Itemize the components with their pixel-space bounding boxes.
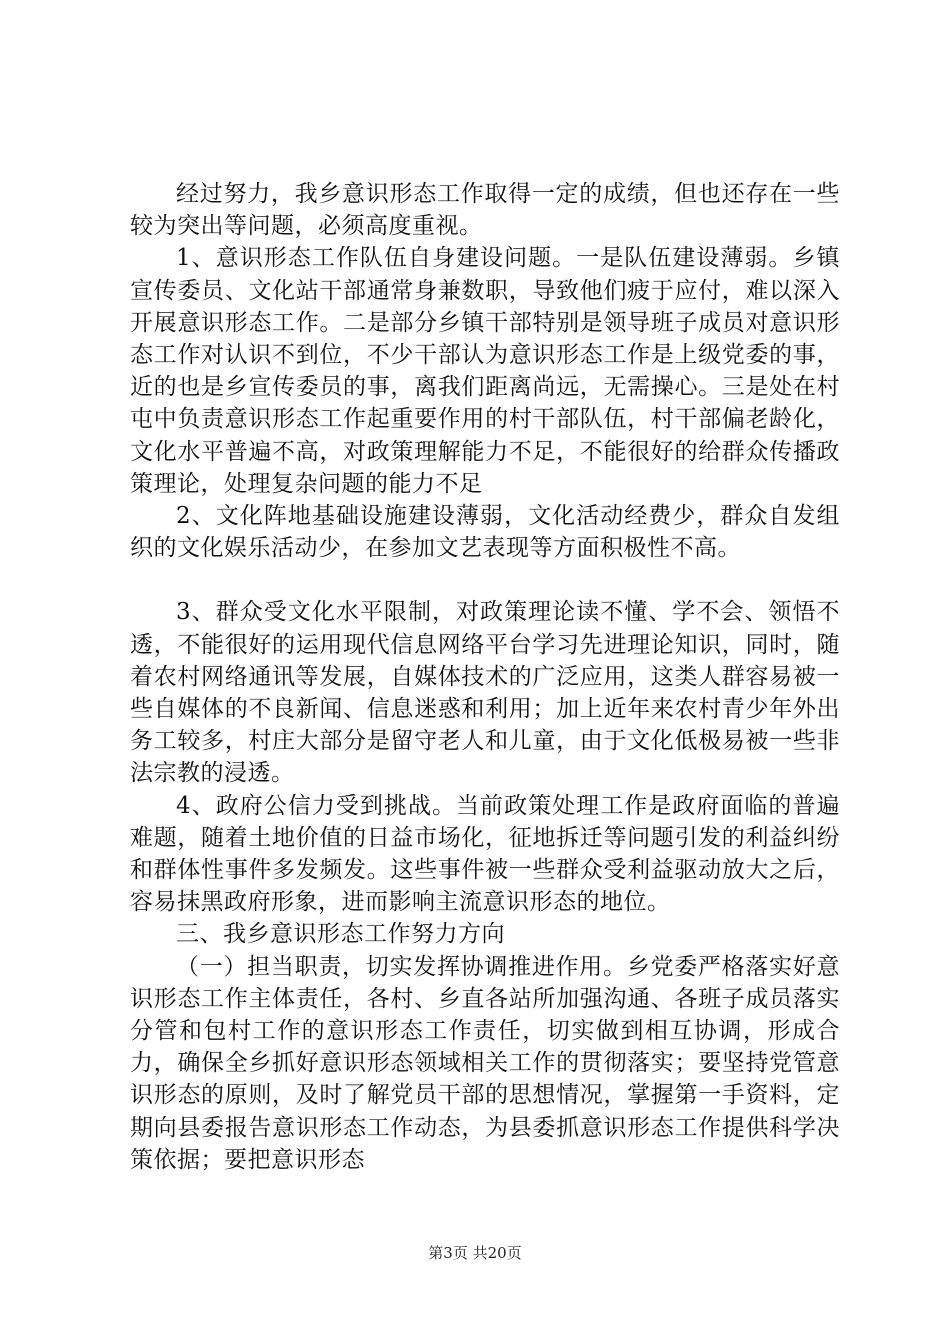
paragraph-item-3: 3、群众受文化水平限制，对政策理论读不懂、学不会、领悟不透，不能很好的运用现代信息网络平台学习先进理论知识，同时，随着农村网络通讯等发展，自媒体技术的广泛应用，这类人群容易被一些自媒体的不良新闻、信息迷惑和利用；加上近年来农村青少年外出务工较多，村庄大部分是留守老人和儿童，由于文化低极易被一些非法宗教的浸透。 <box>130 599 840 787</box>
section-heading: 三、我乡意识形态工作努力方向 <box>176 921 505 948</box>
page-footer: 第3页 共20页 <box>428 1244 522 1262</box>
paragraph-spacer <box>130 564 840 596</box>
paragraph-item-2: 2、文化阵地基础设施建设薄弱，文化活动经费少，群众自发组织的文化娱乐活动少，在参加文艺表现等方面积极性不高。 <box>130 503 840 562</box>
paragraph-item-4: 4、政府公信力受到挑战。当前政策处理工作是政府面临的普遍难题，随着土地价值的日益市场化，征地拆迁等问题引发的利益纠纷和群体性事件多发频发。这些事件被一些群众受利益驱动放大之后，容易抹黑政府形象，进而影响主流意识形态的地位。 <box>130 792 840 916</box>
paragraph-item-1: 1、意识形态工作队伍自身建设问题。一是队伍建设薄弱。乡镇宣传委员、文化站干部通常身兼数职，导致他们疲于应付，难以深入开展意识形态工作。二是部分乡镇干部特别是领导班子成员对意识形态工作对认识不到位，不少干部认为意识形态工作是上级党委的事，近的也是乡宣传委员的事，离我们距离尚远，无需操心。三是处在村屯中负责意识形态工作起重要作用的村干部队伍，村干部偏老龄化，文化水平普遍不高，对政策理解能力不足，不能很好的给群众传播政策理论，处理复杂问题的能力不足 <box>130 245 840 497</box>
document-body <box>130 178 840 1176</box>
paragraph-subsection-1: （一）担当职责，切实发挥协调推进作用。乡党委严格落实好意识形态工作主体责任，各村、乡直各站所加强沟通、各班子成员落实分管和包村工作的意识形态工作责任，切实做到相互协调，形成合力，确保全乡抓好意识形态领域相关工作的贯彻落实；要坚持党管意识形态的原则，及时了解党员干部的思想情况，掌握第一手资料，定期向县委报告意识形态工作动态，为县委抓意识形态工作提供科学决策依据；要把意识形态 <box>130 953 840 1173</box>
paragraph-intro: 经过努力，我乡意识形态工作取得一定的成绩，但也还存在一些较为突出等问题，必须高度重视。 <box>130 181 840 240</box>
